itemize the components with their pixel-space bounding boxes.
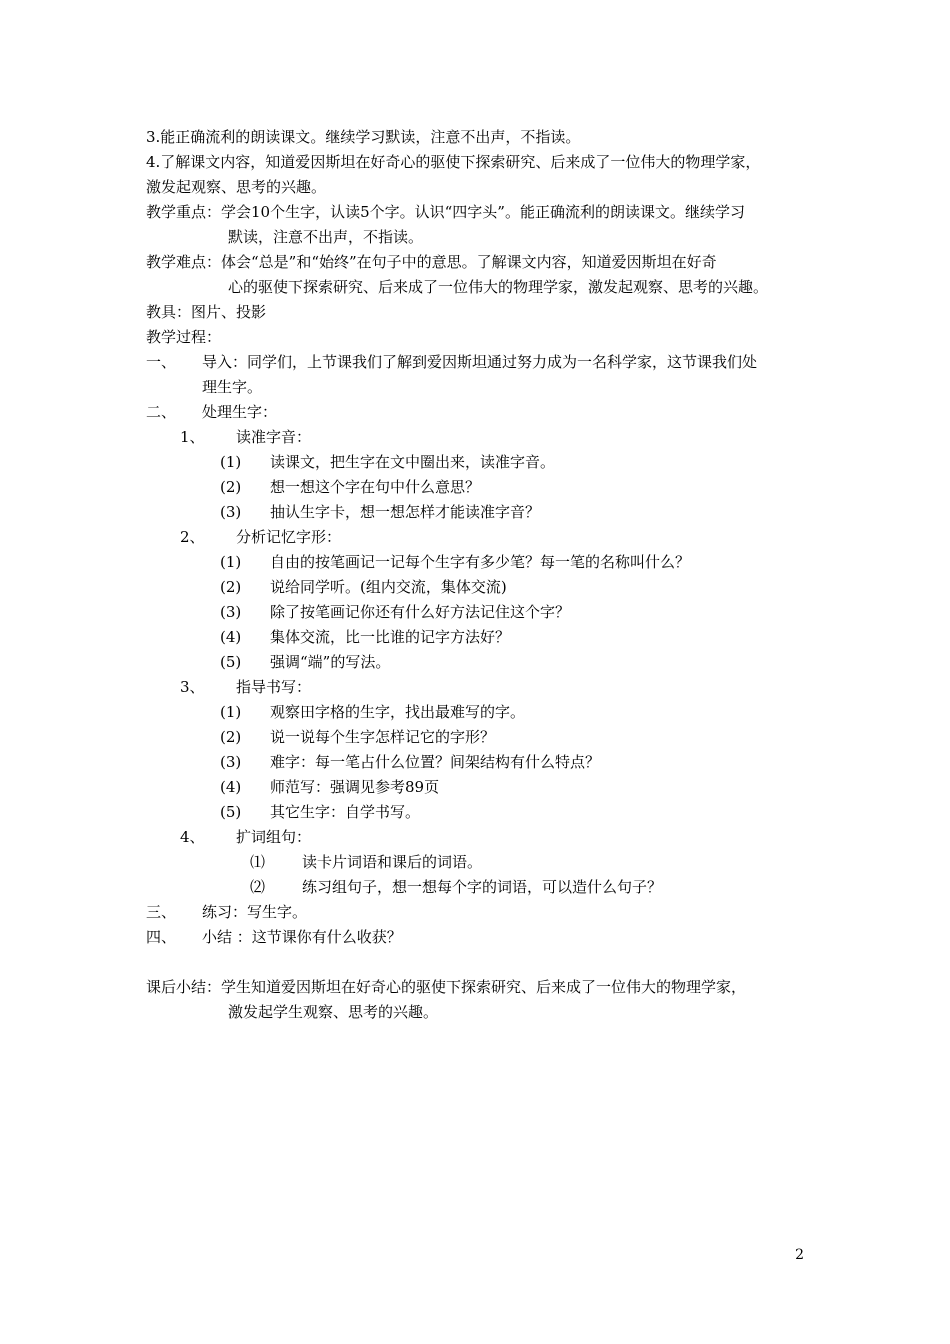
list-item-number: (5) — [220, 803, 242, 821]
list-item: 观察田字格的生字，找出最难写的字。 — [270, 703, 526, 721]
subsection-4-number: 4、 — [180, 828, 205, 846]
list-item: 练习组句子，想一想每个字的词语，可以造什么句子？ — [302, 878, 663, 896]
key-points-line2: 默读，注意不出声，不指读。 — [228, 228, 424, 246]
subsection-2-number: 2、 — [180, 528, 205, 546]
list-item: 强调“端”的写法。 — [270, 653, 391, 671]
list-item-number: (1) — [220, 453, 242, 471]
list-item: 抽认生字卡，想一想怎样才能读准字音？ — [270, 503, 541, 521]
list-item-number: (3) — [220, 503, 242, 521]
objective-4-line1: 4.了解课文内容，知道爱因斯坦在好奇心的驱使下探索研究、后来成了一位伟大的物理学家， — [146, 153, 761, 171]
list-item: 读课文，把生字在文中圈出来，读准字音。 — [270, 453, 556, 471]
list-item: 除了按笔画记你还有什么好方法记住这个字？ — [270, 603, 571, 621]
list-item-number: (4) — [220, 778, 242, 796]
list-item: 其它生字：自学书写。 — [270, 803, 421, 821]
list-item-number: (2) — [220, 478, 242, 496]
subsection-2-title: 分析记忆字形： — [236, 528, 342, 546]
objective-3: 3.能正确流利的朗读课文。继续学习默读，注意不出声，不指读。 — [146, 128, 581, 146]
list-item: 师范写：强调见参考89页 — [270, 778, 440, 796]
section-2-title: 处理生字： — [202, 403, 278, 421]
list-item-number: (3) — [220, 753, 242, 771]
teaching-tools: 教具：图片、投影 — [146, 303, 267, 321]
list-item-number: (4) — [220, 628, 242, 646]
subsection-1-number: 1、 — [180, 428, 205, 446]
summary-line2: 激发起学生观察、思考的兴趣。 — [228, 1003, 439, 1021]
section-2-number: 二、 — [146, 403, 177, 421]
key-points-line1: 教学重点：学会10个生字，认读5个字。认识“四字头”。能正确流利的朗读课文。继续学习 — [146, 203, 745, 221]
list-item-number: ⑴ — [250, 853, 266, 871]
list-item-number: (2) — [220, 578, 242, 596]
list-item: 读卡片词语和课后的词语。 — [302, 853, 483, 871]
section-4-text: 小结 ：这节课你有什么收获？ — [202, 928, 402, 946]
difficulties-line2: 心的驱使下探索研究、后来成了一位伟大的物理学家，激发起观察、思考的兴趣。 — [228, 278, 769, 296]
section-3-text: 练习：写生字。 — [202, 903, 308, 921]
list-item-number: (3) — [220, 603, 242, 621]
section-1-line1: 导入：同学们，上节课我们了解到爱因斯坦通过努力成为一名科学家，这节课我们处 — [202, 353, 758, 371]
list-item-number: ⑵ — [250, 878, 266, 896]
section-4-number: 四、 — [146, 928, 177, 946]
difficulties-line1: 教学难点：体会“总是”和“始终”在句子中的意思。了解课文内容，知道爱因斯坦在好奇 — [146, 253, 717, 271]
section-1-line2: 理生字。 — [202, 378, 263, 396]
list-item: 想一想这个字在句中什么意思？ — [270, 478, 481, 496]
subsection-1-title: 读准字音： — [236, 428, 312, 446]
process-title: 教学过程： — [146, 328, 222, 346]
list-item-number: (1) — [220, 703, 242, 721]
list-item: 自由的按笔画记一记每个生字有多少笔？每一笔的名称叫什么？ — [270, 553, 691, 571]
page-number: 2 — [795, 1247, 804, 1263]
subsection-4-title: 扩词组句： — [236, 828, 312, 846]
list-item: 集体交流，比一比谁的记字方法好？ — [270, 628, 511, 646]
list-item: 难字：每一笔占什么位置？间架结构有什么特点？ — [270, 753, 601, 771]
list-item-number: (2) — [220, 728, 242, 746]
list-item-number: (5) — [220, 653, 242, 671]
objective-4-line2: 激发起观察、思考的兴趣。 — [146, 178, 327, 196]
list-item: 说一说每个生字怎样记它的字形？ — [270, 728, 496, 746]
summary-line1: 课后小结：学生知道爱因斯坦在好奇心的驱使下探索研究、后来成了一位伟大的物理学家， — [146, 978, 747, 996]
subsection-3-number: 3、 — [180, 678, 205, 696]
section-1-number: 一、 — [146, 353, 177, 371]
list-item-number: (1) — [220, 553, 242, 571]
section-3-number: 三、 — [146, 903, 177, 921]
subsection-3-title: 指导书写： — [236, 678, 312, 696]
list-item: 说给同学听。(组内交流，集体交流) — [270, 578, 507, 596]
